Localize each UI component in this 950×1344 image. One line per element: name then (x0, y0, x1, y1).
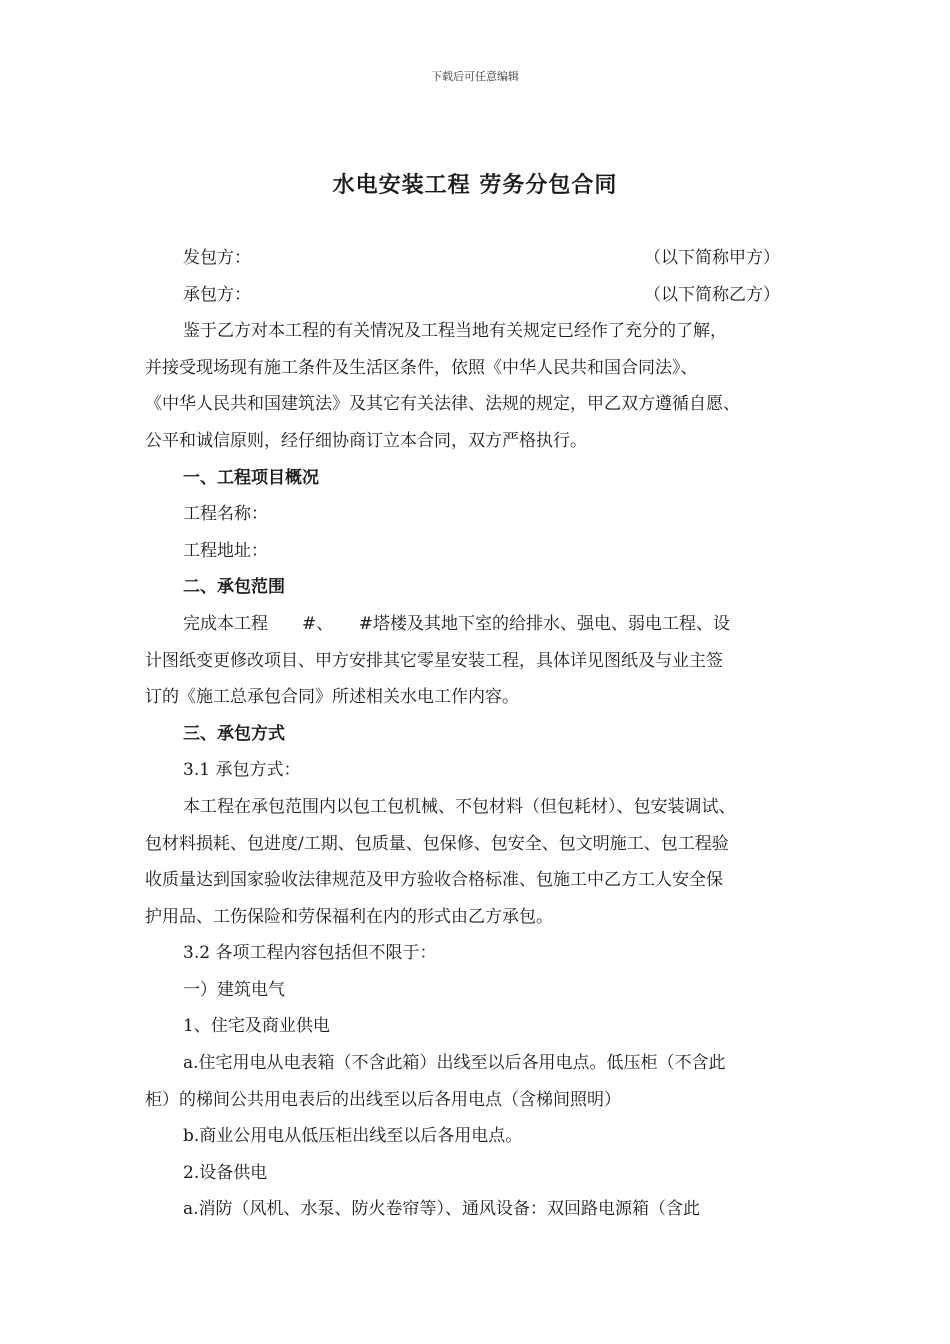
party-b-note: （以下简称乙方） (644, 284, 780, 305)
contract-method-line: 本工程在承包范围内以包工包机械、不包材料（但包耗材）、包安装调试、 (183, 796, 736, 817)
item-2-heading: 2.设备供电 (183, 1162, 268, 1183)
section-1-heading: 一、工程项目概况 (183, 467, 319, 488)
party-b-line (145, 277, 810, 314)
contract-method-line: 包材料损耗、包进度/工期、包质量、包保修、包安全、包文明施工、包工程验 (145, 833, 729, 854)
preamble-line: 《中华人民共和国建筑法》及其它有关法律、法规的规定，甲乙双方遵循自愿、 (145, 394, 740, 415)
contract-method-line: 收质量达到国家验收法律规范及甲方验收合格标准、包施工中乙方工人安全保 (145, 870, 723, 891)
scope-line: 计图纸变更修改项目、甲方安排其它零星安装工程，具体详见图纸及与业主签 (145, 650, 723, 671)
party-b-label: 承包方： (183, 284, 251, 305)
electrical-heading: 一）建筑电气 (183, 979, 285, 1000)
preamble-line: 鉴于乙方对本工程的有关情况及工程当地有关规定已经作了充分的了解， (183, 321, 727, 342)
document-body (145, 240, 810, 1228)
scope-line: 订的《施工总承包合同》所述相关水电工作内容。 (145, 687, 519, 708)
item-1-a-line: a.住宅用电从电表箱（不含此箱）出线至以后各用电点。低压柜（不含此 (183, 1053, 726, 1074)
subsection-3-1-label: 3.1 承包方式： (183, 760, 301, 781)
item-1-heading: 1、住宅及商业供电 (183, 1016, 330, 1037)
party-a-line (145, 240, 810, 277)
scope-line: 完成本工程 #、 #塔楼及其地下室的给排水、强电、弱电工程、设 (183, 613, 730, 634)
item-1-b-line: b.商业公用电从低压柜出线至以后各用电点。 (183, 1126, 523, 1147)
document-title: 水电安装工程 劳务分包合同 (332, 173, 618, 198)
header-note: 下载后可任意编辑 (431, 70, 519, 83)
item-1-a-line: 柜）的梯间公共用电表后的出线至以后各用电点（含梯间照明） (145, 1089, 621, 1110)
project-address-label: 工程地址： (183, 540, 268, 561)
party-a-note: （以下简称甲方） (644, 248, 780, 268)
section-2-heading: 二、承包范围 (183, 577, 285, 598)
preamble-line: 并接受现场现有施工条件及生活区条件，依照《中华人民共和国合同法》、 (145, 357, 698, 378)
project-name-label: 工程名称： (183, 504, 268, 525)
item-2-a-line: a.消防（风机、水泵、防火卷帘等）、通风设备：双回路电源箱（含此 (183, 1199, 701, 1220)
preamble-line: 公平和诚信原则，经仔细协商订立本合同，双方严格执行。 (145, 430, 587, 451)
section-3-heading: 三、承包方式 (183, 723, 285, 744)
contract-method-line: 护用品、工伤保险和劳保福利在内的形式由乙方承包。 (145, 906, 553, 927)
party-a-label: 发包方： (183, 248, 251, 268)
subsection-3-2-label: 3.2 各项工程内容包括但不限于： (183, 943, 437, 964)
